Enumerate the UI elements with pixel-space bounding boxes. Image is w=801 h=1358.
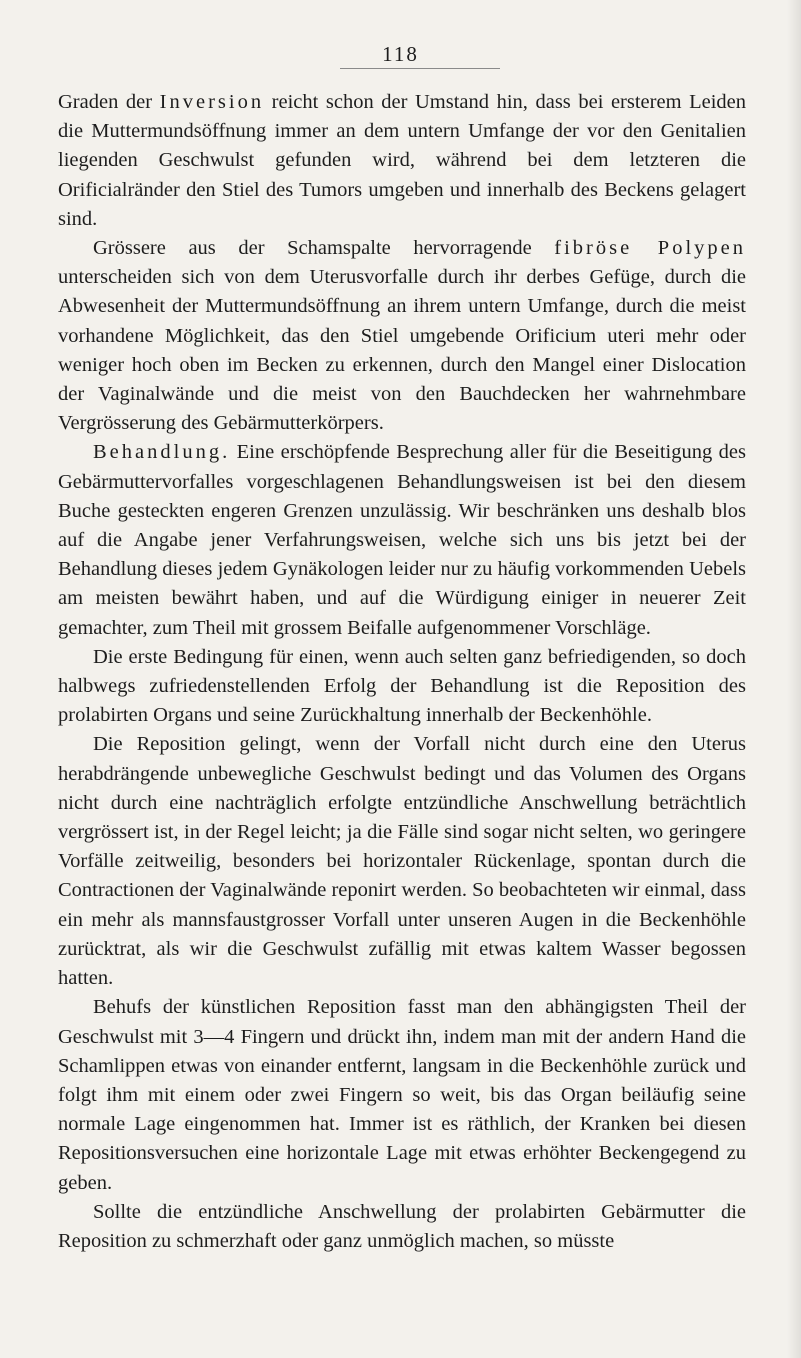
paragraph-5 (58, 730, 746, 993)
paragraph-2-rest: unterscheiden sich von dem Uterusvorfalle durch ihr derbes Gefüge, durch die Abwesenheit der Muttermundsöffnung an ihrem untern Umfange, durch die meist vorhandene Möglichkeit, das den Stiel umgebende Orificium uteri mehr oder weniger hoch oben im Becken zu erkennen, durch den Mangel einer Dislocation der Vaginalwände und die meist von den Bauchdecken her wahrnehmbare Vergrösserung des Gebärmutterkörpers. (58, 266, 746, 435)
paragraph-1-rest: reicht schon der Umstand hin, dass bei ersterem Leiden die Muttermundsöffnung immer an dem untern Umfange der vor den Genitalien liegenden Geschwulst gefunden wird, während bei dem letzteren die Orificialränder den Stiel des Tumors umgeben und innerhalb des Beckens gelagert sind. (58, 91, 746, 230)
paragraph-1 (58, 88, 746, 234)
header-rule (340, 68, 500, 69)
section-heading-behandlung: Behandlung. (93, 441, 231, 464)
paragraph-6 (58, 993, 746, 1197)
paragraph-2 (58, 234, 746, 438)
paragraph-4-text: Die erste Bedingung für einen, wenn auch selten ganz befriedigenden, so doch halbwegs zufriedenstellenden Erfolg der Behandlung ist die Reposition des prolabirten Organs und seine Zurückhaltung innerhalb der Beckenhöhle. (58, 645, 746, 727)
paragraph-2-lead: Grössere aus der Schamspalte hervorragende (93, 237, 555, 260)
paragraph-1-lead: Graden der (58, 91, 160, 113)
paragraph-7-text: Sollte die entzündliche Anschwellung der prolabirten Gebärmutter die Reposition zu schmerzhaft oder ganz unmöglich machen, so müsste (58, 1200, 746, 1252)
paragraph-3 (58, 438, 746, 642)
paragraph-6-text: Behufs der künstlichen Reposition fasst man den abhängigsten Theil der Geschwulst mit 3—4 Fingern und drückt ihn, indem man mit der andern Hand die Schamlippen etwas von einander entfernt, langsam in die Beckenhöhle zurück und folgt ihm mit einem oder zwei Fingern so weit, bis das Organ beiläufig seine normale Lage eingenommen hat. Immer ist es räthlich, der Kranken bei diesen Repositionsversuchen eine horizontale Lage mit etwas erhöhter Beckengegend zu geben. (58, 996, 746, 1194)
page-edge-shadow (787, 0, 801, 1358)
paragraph-3-rest: Eine erschöpfende Besprechung aller für die Beseitigung des Gebärmuttervorfalles vorgeschlagenen Behandlungsweisen ist bei den diesem Buche gesteckten engeren Grenzen unzulässig. Wir beschränken uns deshalb blos auf die Angabe jener Verfahrungsweisen, welche sich uns bis jetzt bei der Behandlung dieses jedem Gynäkologen leider nur zu häufig vorkommenden Uebels am meisten bewährt haben, und auf die Würdigung einiger in neuerer Zeit gemachter, zum Theil mit grossem Beifalle aufgenommener Vorschläge. (58, 441, 746, 639)
body-text (58, 88, 746, 1256)
paragraph-1-emphasis: Inversion (159, 91, 265, 113)
page-number: 118 (382, 42, 419, 66)
paragraph-2-emphasis: fibröse Polypen (554, 237, 746, 260)
paragraph-4 (58, 643, 746, 731)
paragraph-7 (58, 1198, 746, 1256)
paragraph-5-text: Die Reposition gelingt, wenn der Vorfall nicht durch eine den Uterus herabdrängende unbewegliche Geschwulst bedingt und das Volumen des Organs nicht durch eine nachträglich erfolgte entzündliche Anschwellung beträchtlich vergrössert ist, in der Regel leicht; ja die Fälle sind sogar nicht selten, wo geringere Vorfälle zeitweilig, besonders bei horizontaler Rückenlage, spontan durch die Contractionen der Vaginalwände reponirt werden. So beobachteten wir einmal, dass ein mehr als mannsfaustgrosser Vorfall unter unseren Augen in die Beckenhöhle zurücktrat, als wir die Geschwulst zufällig mit etwas kaltem Wasser begossen hatten. (58, 733, 746, 990)
